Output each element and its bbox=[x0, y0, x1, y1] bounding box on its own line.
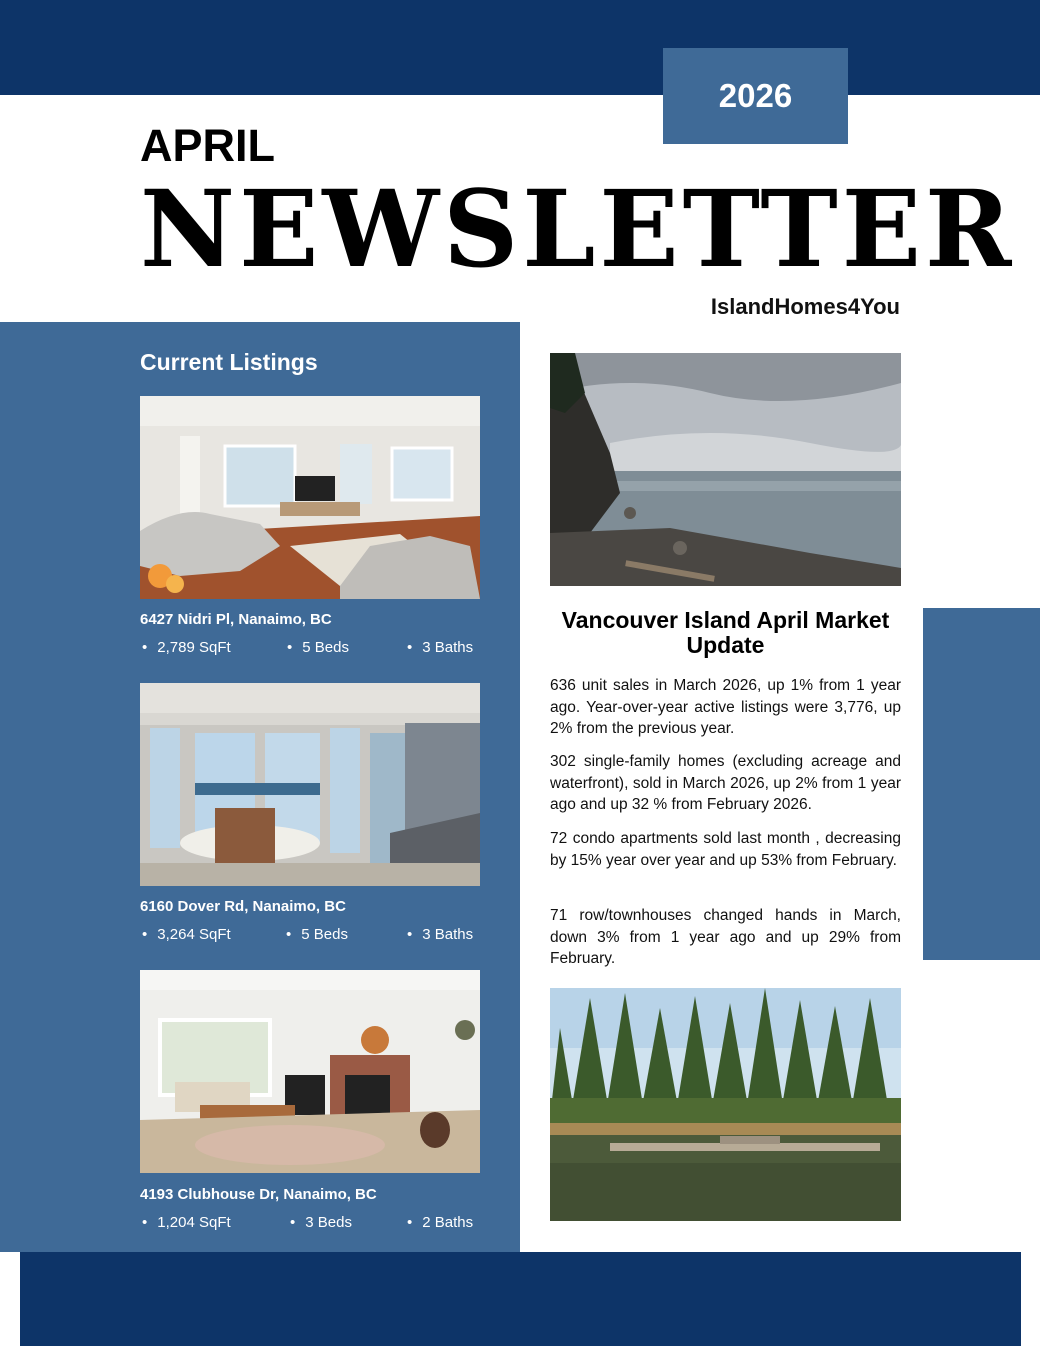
listing-sqft: • 3,264 SqFt bbox=[142, 926, 231, 943]
accent-block bbox=[923, 608, 1040, 960]
market-paragraph: 636 unit sales in March 2026, up 1% from 1 year ago. Year-over-year active listings were 3,776, up 2% from the previous year. bbox=[550, 677, 901, 737]
listings-heading: Current Listings bbox=[140, 349, 318, 375]
market-update-title: Vancouver Island April Market Update bbox=[561, 607, 890, 658]
listing-photo-dining-room bbox=[140, 683, 480, 886]
listing-baths: • 2 Baths bbox=[407, 1214, 473, 1231]
listing-sqft: • 1,204 SqFt bbox=[142, 1214, 231, 1231]
listing-address: 6160 Dover Rd, Nanaimo, BC bbox=[140, 898, 346, 915]
lake-forest-photo bbox=[550, 988, 901, 1221]
market-paragraph: 72 condo apartments sold last month , decreasing by 15% year over year and up 53% from February. bbox=[550, 830, 901, 869]
header-band bbox=[0, 0, 1040, 95]
footer-band bbox=[20, 1252, 1021, 1346]
listing-baths: • 3 Baths bbox=[407, 926, 473, 943]
listing-baths: • 3 Baths bbox=[407, 639, 473, 656]
listing-sqft: • 2,789 SqFt bbox=[142, 639, 231, 656]
brand-name: IslandHomes4You bbox=[710, 294, 900, 319]
year-badge bbox=[663, 48, 848, 144]
listing-beds: • 3 Beds bbox=[290, 1214, 352, 1231]
market-paragraph: 71 row/townhouses changed hands in March, down 3% from 1 year ago and up 29% from February. bbox=[550, 907, 901, 967]
listing-address: 4193 Clubhouse Dr, Nanaimo, BC bbox=[140, 1186, 377, 1203]
listing-photo-family-room bbox=[140, 970, 480, 1173]
year-text: 2026 bbox=[718, 77, 793, 114]
listing-beds: • 5 Beds bbox=[287, 639, 349, 656]
newsletter-title: NEWSLETTER bbox=[140, 165, 1016, 292]
listing-photo-living-room bbox=[140, 396, 480, 599]
month-heading: APRIL bbox=[140, 120, 275, 171]
coastline-photo bbox=[550, 353, 901, 586]
listing-address: 6427 Nidri Pl, Nanaimo, BC bbox=[140, 611, 332, 628]
listing-beds: • 5 Beds bbox=[286, 926, 348, 943]
market-paragraph: 302 single-family homes (excluding acreage and waterfront), sold in March 2026, up 2% from 1 year ago and up 32 % from February 2026. bbox=[550, 753, 901, 813]
